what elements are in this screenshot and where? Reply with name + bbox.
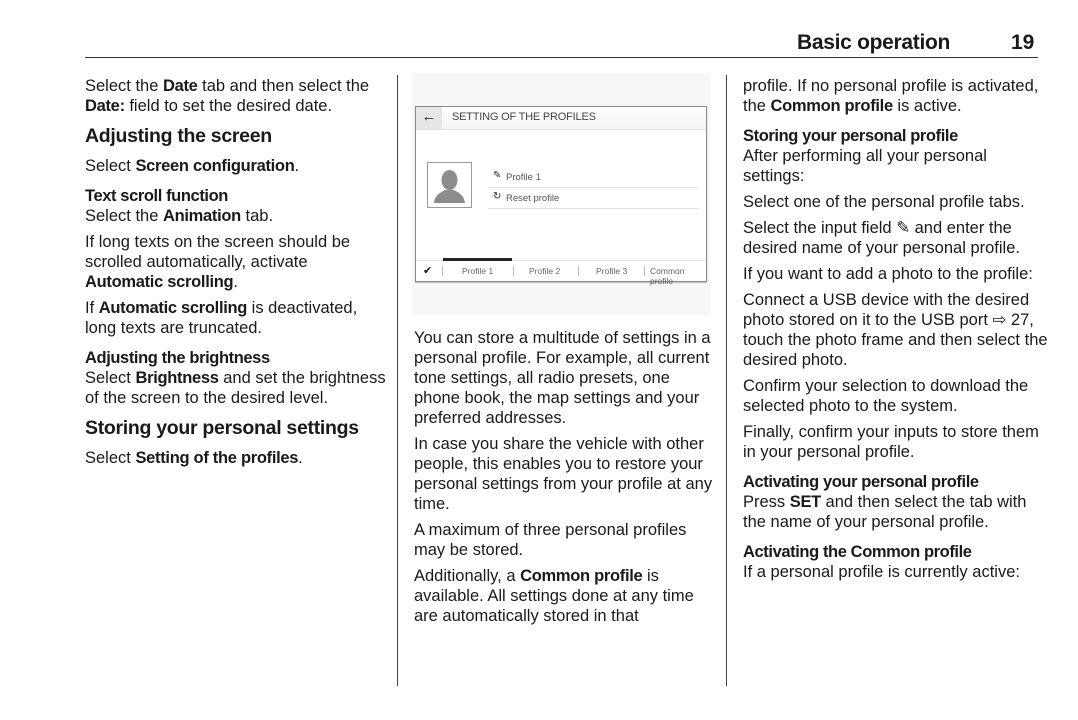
tab-common-profile[interactable]: Common profile xyxy=(650,266,685,286)
paragraph: You can store a multitude of settings in a personal profile. For example, all current tone settings, all radio presets, one phone book, the map settings and your preferred addresses. xyxy=(414,329,711,427)
paragraph: Finally, confirm your inputs to store them in your personal profile. xyxy=(743,423,1039,461)
paragraph: Select the Date tab and then select the Date: field to set the desired date. xyxy=(85,77,370,115)
profile-name-label: Profile 1 xyxy=(506,172,541,183)
paragraph: If you want to add a photo to the profile: xyxy=(743,265,1033,283)
paragraph: Select Screen configuration. xyxy=(85,157,300,175)
paragraph: Select Setting of the profiles. xyxy=(85,449,303,467)
heading-text-scroll: Text scroll function xyxy=(85,187,228,205)
heading-adjusting-screen: Adjusting the screen xyxy=(85,125,272,147)
active-tab-indicator xyxy=(443,258,512,261)
column-divider xyxy=(397,75,398,686)
profile-tabs xyxy=(416,260,706,286)
heading-brightness: Adjusting the brightness xyxy=(85,349,270,367)
photo-frame[interactable] xyxy=(427,162,472,208)
paragraph: Select the input field ✎ and enter the desired name of your personal profile. xyxy=(743,219,1020,257)
back-arrow-icon[interactable]: ← xyxy=(416,107,442,129)
heading-activating-common: Activating the Common profile xyxy=(743,543,972,561)
paragraph: In case you share the vehicle with other people, this enables you to restore your personal settings from your profile at any time. xyxy=(414,435,713,513)
tab-profile-2[interactable]: Profile 2 xyxy=(529,266,561,276)
checkmark-icon[interactable]: ✔ xyxy=(423,265,433,277)
paragraph: Connect a USB device with the desired photo stored on it to the USB port ⇨ 27, touch the photo frame and then select the desired photo. xyxy=(743,291,1048,369)
screen-title: SETTING OF THE PROFILES xyxy=(452,111,596,123)
heading-storing-profile: Storing your personal profile xyxy=(743,127,958,145)
screen-title-bar xyxy=(416,107,706,130)
paragraph: Select the Animation tab. xyxy=(85,207,274,225)
reset-icon: ↻ xyxy=(493,191,502,202)
paragraph: If a personal profile is currently active: xyxy=(743,563,1020,581)
reset-profile-button[interactable] xyxy=(488,188,698,209)
heading-storing-settings: Storing your personal settings xyxy=(85,417,359,439)
header-divider xyxy=(85,57,1038,58)
paragraph: If long texts on the screen should be scrolled automatically, activate Automatic scrolling. xyxy=(85,233,351,291)
column-3 xyxy=(743,76,1048,588)
section-title: Basic operation xyxy=(797,31,951,54)
paragraph: profile. If no personal profile is activated, the Common profile is active. xyxy=(743,77,1039,115)
paragraph: A maximum of three personal profiles may be stored. xyxy=(414,521,687,559)
paragraph: After performing all your personal settings: xyxy=(743,147,987,185)
column-1 xyxy=(85,76,390,474)
tab-separator xyxy=(578,266,579,276)
profiles-screen-figure xyxy=(412,73,710,315)
person-silhouette-icon xyxy=(428,163,471,207)
tab-profile-1[interactable]: Profile 1 xyxy=(462,266,494,276)
paragraph: If Automatic scrolling is deactivated, long texts are truncated. xyxy=(85,299,358,337)
column-divider xyxy=(726,75,727,686)
paragraph: Select Brightness and set the brightness of the screen to the desired level. xyxy=(85,369,386,407)
paragraph: Select one of the personal profile tabs. xyxy=(743,193,1025,211)
tab-separator xyxy=(513,266,514,276)
infotainment-screen xyxy=(415,106,707,286)
heading-activating-profile: Activating your personal profile xyxy=(743,473,979,491)
tab-separator xyxy=(442,266,443,276)
tab-separator xyxy=(644,266,645,276)
pencil-icon: ✎ xyxy=(493,170,502,181)
paragraph: Confirm your selection to download the selected photo to the system. xyxy=(743,377,1029,415)
paragraph: Press SET and then select the tab with the name of your personal profile. xyxy=(743,493,1027,531)
column-2 xyxy=(414,328,719,632)
paragraph: Additionally, a Common profile is available. All settings done at any time are automatically stored in that xyxy=(414,567,694,625)
tab-profile-3[interactable]: Profile 3 xyxy=(596,266,628,276)
page-number: 19 xyxy=(1011,31,1035,54)
reset-profile-label: Reset profile xyxy=(506,193,560,204)
profile-name-field[interactable] xyxy=(488,167,698,188)
